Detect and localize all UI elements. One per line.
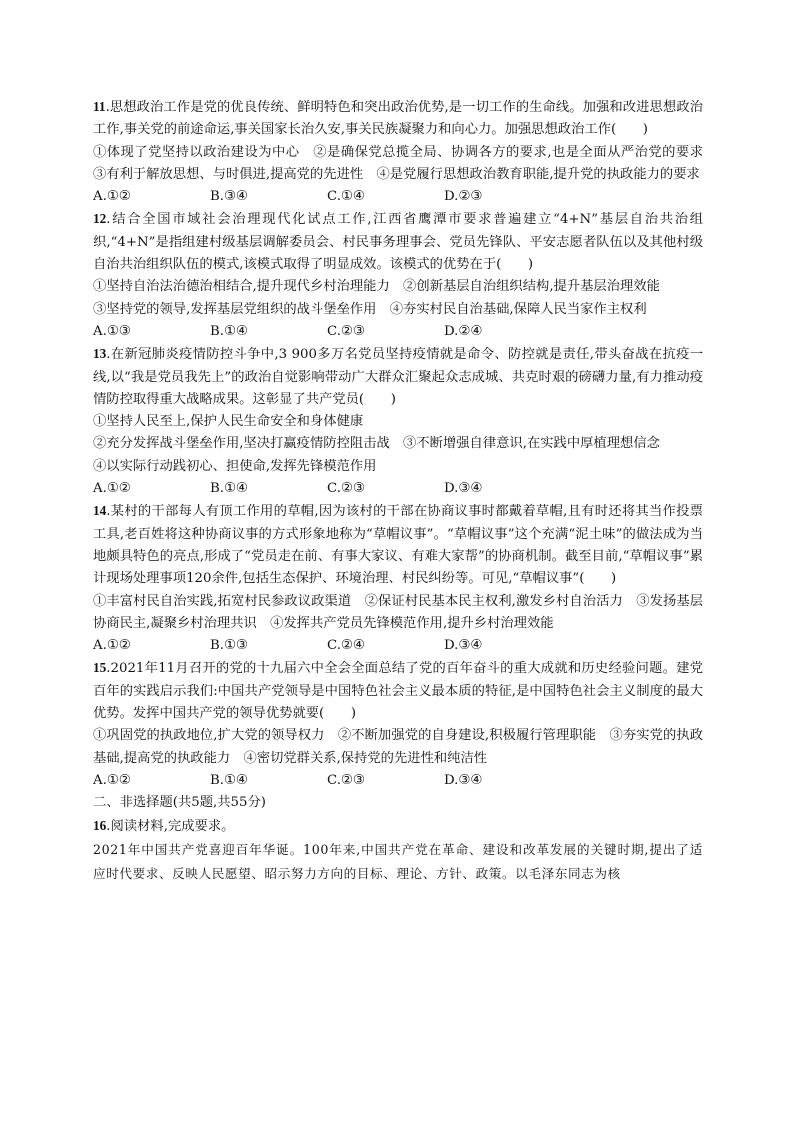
statement-line: ①体现了党坚持以政治建设为中心 ②是确保党总揽全局、协调各方的要求,也是全面从严治党的要求 ③有利于解放思想、与时俱进,提高党的先进性 ④是党履行思想政治教育职能,提升党的执政能力的要求: [93, 144, 717, 182]
options-row: [93, 321, 703, 343]
option-d[interactable]: D.③④: [444, 638, 483, 654]
option-d[interactable]: D.③④: [444, 481, 483, 497]
option-b[interactable]: B.①③: [210, 638, 248, 654]
question-text: .阅读材料,完成要求。: [106, 818, 235, 834]
question-13: [93, 343, 703, 500]
option-c[interactable]: C.②④: [327, 638, 365, 654]
statement-line: ①丰富村民自治实践,拓宽村民参政议政渠道 ②保证村民基本民主权利,激发乡村自治活力 ③发扬基层协商民主,凝聚乡村治理共识 ④发挥共产党员先锋模范作用,提升乡村治理效能: [93, 593, 703, 631]
question-number: 16: [93, 817, 107, 833]
statement-line: ②充分发挥战斗堡垒作用,坚决打赢疫情防控阻击战 ③不断增强自律意识,在实践中厚植理想信念: [93, 436, 660, 452]
option-c[interactable]: C.①④: [327, 189, 365, 205]
option-d[interactable]: D.②③: [444, 189, 483, 205]
option-c[interactable]: C.②③: [327, 481, 365, 497]
question-stem: [93, 96, 703, 142]
question-stem: [93, 208, 703, 276]
option-b[interactable]: B.①④: [210, 323, 248, 339]
question-15: [93, 657, 703, 792]
option-a[interactable]: A.①③: [93, 323, 131, 339]
question-text: .结合全国市域社会治理现代化试点工作,江西省鹰潭市要求普遍建立“4+N”基层自治共治组织,“4+N”是指组建村级基层调解委员会、村民事务理事会、党员先锋队、平安志愿者队伍以及其他村级自治共治组织队伍的模式,该模式取得了明显成效。该模式的优势在于( ): [93, 212, 703, 273]
question-number: 12: [93, 211, 107, 227]
option-a[interactable]: A.①②: [93, 638, 131, 654]
question-14: [93, 500, 703, 657]
question-number: 13: [93, 346, 107, 362]
exam-page: [93, 96, 717, 886]
question-12: [93, 208, 703, 343]
question-text: .在新冠肺炎疫情防控斗争中,3 900多万名党员坚持疫情就是命令、防控就是责任,带头奋战在抗疫一线,以“我是党员我先上”的政治自觉影响带动广大群众汇聚起众志成城、共克时艰的磅礴力量,有力推动疫情防控取得重大战略成果。这彰显了共产党员( ): [93, 347, 703, 407]
statement-line: ①坚持人民至上,保护人民生命安全和身体健康: [93, 414, 364, 430]
question-text: .某村的干部每人有顶工作用的草帽,因为该村的干部在协商议事时都戴着草帽,且有时还将其当作投票工具,老百姓将这种协商议事的方式形象地称为“草帽议事”。“草帽议事”这个充满“泥土味”的做法成为当地颇具特色的亮点,形成了“党员走在前、有事大家议、有难大家帮”的协商机制。截至目前,“草帽议事”累计现场处理事项120余件,包括生态保护、环境治理、村民纠纷等。可见,“草帽议事”( ): [93, 504, 703, 587]
option-a[interactable]: A.①②: [93, 481, 131, 497]
options-row: [93, 186, 703, 208]
options-row: [93, 770, 703, 792]
question-text: .思想政治工作是党的优良传统、鲜明特色和突出政治优势,是一切工作的生命线。加强和改进思想政治工作,事关党的前途命运,事关国家长治久安,事关民族凝聚力和向心力。加强思想政治工作( ): [93, 100, 703, 138]
option-a[interactable]: A.①②: [93, 772, 131, 788]
statement-line: ④以实际行动践初心、担使命,发挥先锋模范作用: [93, 458, 377, 474]
option-a[interactable]: A.①②: [93, 189, 131, 205]
question-number: 14: [93, 503, 107, 519]
section-title: 二、非选择题(共5题,共55分): [93, 795, 266, 811]
question-stem: [93, 657, 703, 725]
statement-line: ③坚持党的领导,发挥基层党组织的战斗堡垒作用 ④夯实村民自治基础,保障人民当家作主权利: [93, 301, 647, 317]
options-row: [93, 635, 703, 657]
option-d[interactable]: D.②④: [444, 323, 483, 339]
options-row: [93, 478, 703, 500]
option-d[interactable]: D.③④: [444, 772, 483, 788]
option-b[interactable]: B.③④: [210, 189, 248, 205]
option-b[interactable]: B.①④: [210, 481, 248, 497]
option-b[interactable]: B.①④: [210, 772, 248, 788]
question-stem: [93, 815, 703, 838]
statement-line: ①坚持自治法治德治相结合,提升现代乡村治理能力 ②创新基层自治组织结构,提升基层治理效能: [93, 279, 660, 295]
question-number: 15: [93, 660, 107, 676]
option-c[interactable]: C.②③: [327, 772, 365, 788]
question-stem: [93, 343, 703, 411]
material-text: 2021年中国共产党喜迎百年华诞。100年来,中国共产党在革命、建设和改革发展的关键时期,提出了适应时代要求、反映人民愿望、昭示努力方向的目标、理论、方针、政策。以毛泽东同志为核: [93, 841, 703, 881]
question-stem: [93, 500, 703, 590]
question-16: [93, 815, 703, 886]
question-text: .2021年11月召开的党的十九届六中全会全面总结了党的百年奋斗的重大成就和历史经验问题。建党百年的实践启示我们:中国共产党领导是中国特色社会主义最本质的特征,是中国特色社会主义制度的最大优势。发挥中国共产党的领导优势就要( ): [93, 661, 703, 722]
option-c[interactable]: C.②③: [327, 323, 365, 339]
statement-line: ①巩固党的执政地位,扩大党的领导权力 ②不断加强党的自身建设,积极履行管理职能 ③夯实党的执政基础,提高党的执政能力 ④密切党群关系,保持党的先进性和纯洁性: [93, 728, 703, 766]
question-11: [93, 96, 717, 208]
question-number: 11: [93, 99, 106, 114]
